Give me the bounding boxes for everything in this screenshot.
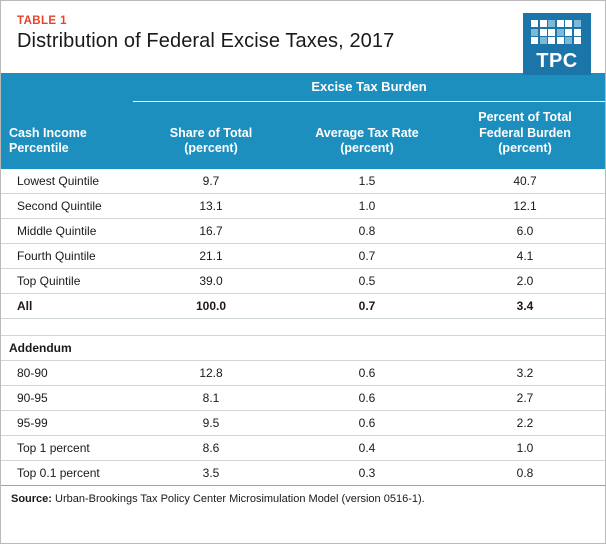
cell-share: 100.0: [133, 293, 289, 318]
table-row: [1, 218, 605, 243]
cell-federal: 12.1: [445, 193, 605, 218]
cell-rate: 0.3: [289, 460, 445, 485]
table-number: TABLE 1: [17, 15, 67, 27]
table-body: [1, 169, 605, 486]
row-header-line-1: Cash Income: [9, 125, 87, 140]
table-row: [1, 169, 605, 194]
cell-rate: 0.5: [289, 268, 445, 293]
cell-rate: 0.6: [289, 410, 445, 435]
table-row: [1, 410, 605, 435]
row-label: All: [1, 293, 133, 318]
cell-rate: 1.5: [289, 169, 445, 194]
section-blank-cell: [445, 335, 605, 360]
cell-share: 8.1: [133, 385, 289, 410]
cell-share: 21.1: [133, 243, 289, 268]
row-header-line-2: Percentile: [9, 141, 69, 156]
cell-federal: 1.0: [445, 435, 605, 460]
table-row: [1, 243, 605, 268]
corner-cell: [1, 73, 133, 102]
column-header-average-tax-rate: [289, 102, 445, 169]
cell-share: 9.7: [133, 169, 289, 194]
cell-rate: 0.4: [289, 435, 445, 460]
source-note: [1, 486, 605, 505]
logo-text: TPC: [536, 50, 578, 72]
row-label: 95-99: [1, 410, 133, 435]
source-text: Urban-Brookings Tax Policy Center Microsimulation Model (version 0516-1).: [51, 492, 425, 505]
table-head: [1, 73, 605, 169]
row-label: Middle Quintile: [1, 218, 133, 243]
col3-line-3: (percent): [498, 141, 552, 156]
cell-share: 9.5: [133, 410, 289, 435]
col2-line-1: Average Tax Rate: [315, 125, 419, 140]
cell-share: 12.8: [133, 360, 289, 385]
cell-federal: 4.1: [445, 243, 605, 268]
cell-federal: 2.2: [445, 410, 605, 435]
cell-federal: 3.2: [445, 360, 605, 385]
col1-line-2: (percent): [184, 141, 238, 156]
column-header-share-of-total: [133, 102, 289, 169]
col1-line-1: Share of Total: [169, 125, 253, 140]
section-label-addendum: Addendum: [1, 335, 133, 360]
cell-federal: 40.7: [445, 169, 605, 194]
table-spacer-row: [1, 318, 605, 335]
page-title: Distribution of Federal Excise Taxes, 2017: [17, 30, 395, 52]
section-blank-cell: [133, 335, 289, 360]
source-label: Source:: [11, 492, 52, 505]
logo-grid-icon: [531, 20, 583, 44]
row-label: 90-95: [1, 385, 133, 410]
row-label: Second Quintile: [1, 193, 133, 218]
cell-share: 39.0: [133, 268, 289, 293]
cell-rate: 0.7: [289, 243, 445, 268]
excise-tax-table: [1, 73, 605, 486]
cell-federal: 3.4: [445, 293, 605, 318]
row-label: Top 1 percent: [1, 435, 133, 460]
cell-share: 8.6: [133, 435, 289, 460]
tpc-logo: [523, 13, 591, 75]
table-column-header-row: [1, 102, 605, 169]
row-label: Top 0.1 percent: [1, 460, 133, 485]
column-header-percent-of-total-federal-burden: [445, 102, 605, 169]
table-row: [1, 193, 605, 218]
table-row: [1, 385, 605, 410]
row-label: Fourth Quintile: [1, 243, 133, 268]
table-row: [1, 360, 605, 385]
table-row: [1, 435, 605, 460]
column-header-cash-income-percentile: [1, 102, 133, 169]
row-label: Top Quintile: [1, 268, 133, 293]
cell-rate: 0.6: [289, 360, 445, 385]
col3-line-1: Percent of Total: [478, 110, 572, 124]
row-label: 80-90: [1, 360, 133, 385]
spacer-cell: [445, 318, 605, 335]
table-group-header-row: [1, 73, 605, 102]
col3-line-2: Federal Burden: [479, 125, 571, 140]
group-header-excise-tax-burden: Excise Tax Burden: [133, 73, 605, 102]
col2-line-2: (percent): [340, 141, 394, 156]
table-row: [1, 460, 605, 485]
cell-federal: 2.0: [445, 268, 605, 293]
table-row-total: [1, 293, 605, 318]
spacer-cell: [1, 318, 133, 335]
cell-rate: 0.8: [289, 218, 445, 243]
cell-federal: 2.7: [445, 385, 605, 410]
cell-rate: 0.6: [289, 385, 445, 410]
cell-share: 3.5: [133, 460, 289, 485]
spacer-cell: [133, 318, 289, 335]
table-section-row: [1, 335, 605, 360]
cell-federal: 0.8: [445, 460, 605, 485]
cell-rate: 0.7: [289, 293, 445, 318]
cell-rate: 1.0: [289, 193, 445, 218]
cell-federal: 6.0: [445, 218, 605, 243]
figure-header: [1, 1, 605, 73]
table-row: [1, 268, 605, 293]
spacer-cell: [289, 318, 445, 335]
cell-share: 13.1: [133, 193, 289, 218]
cell-share: 16.7: [133, 218, 289, 243]
row-label: Lowest Quintile: [1, 169, 133, 194]
section-blank-cell: [289, 335, 445, 360]
